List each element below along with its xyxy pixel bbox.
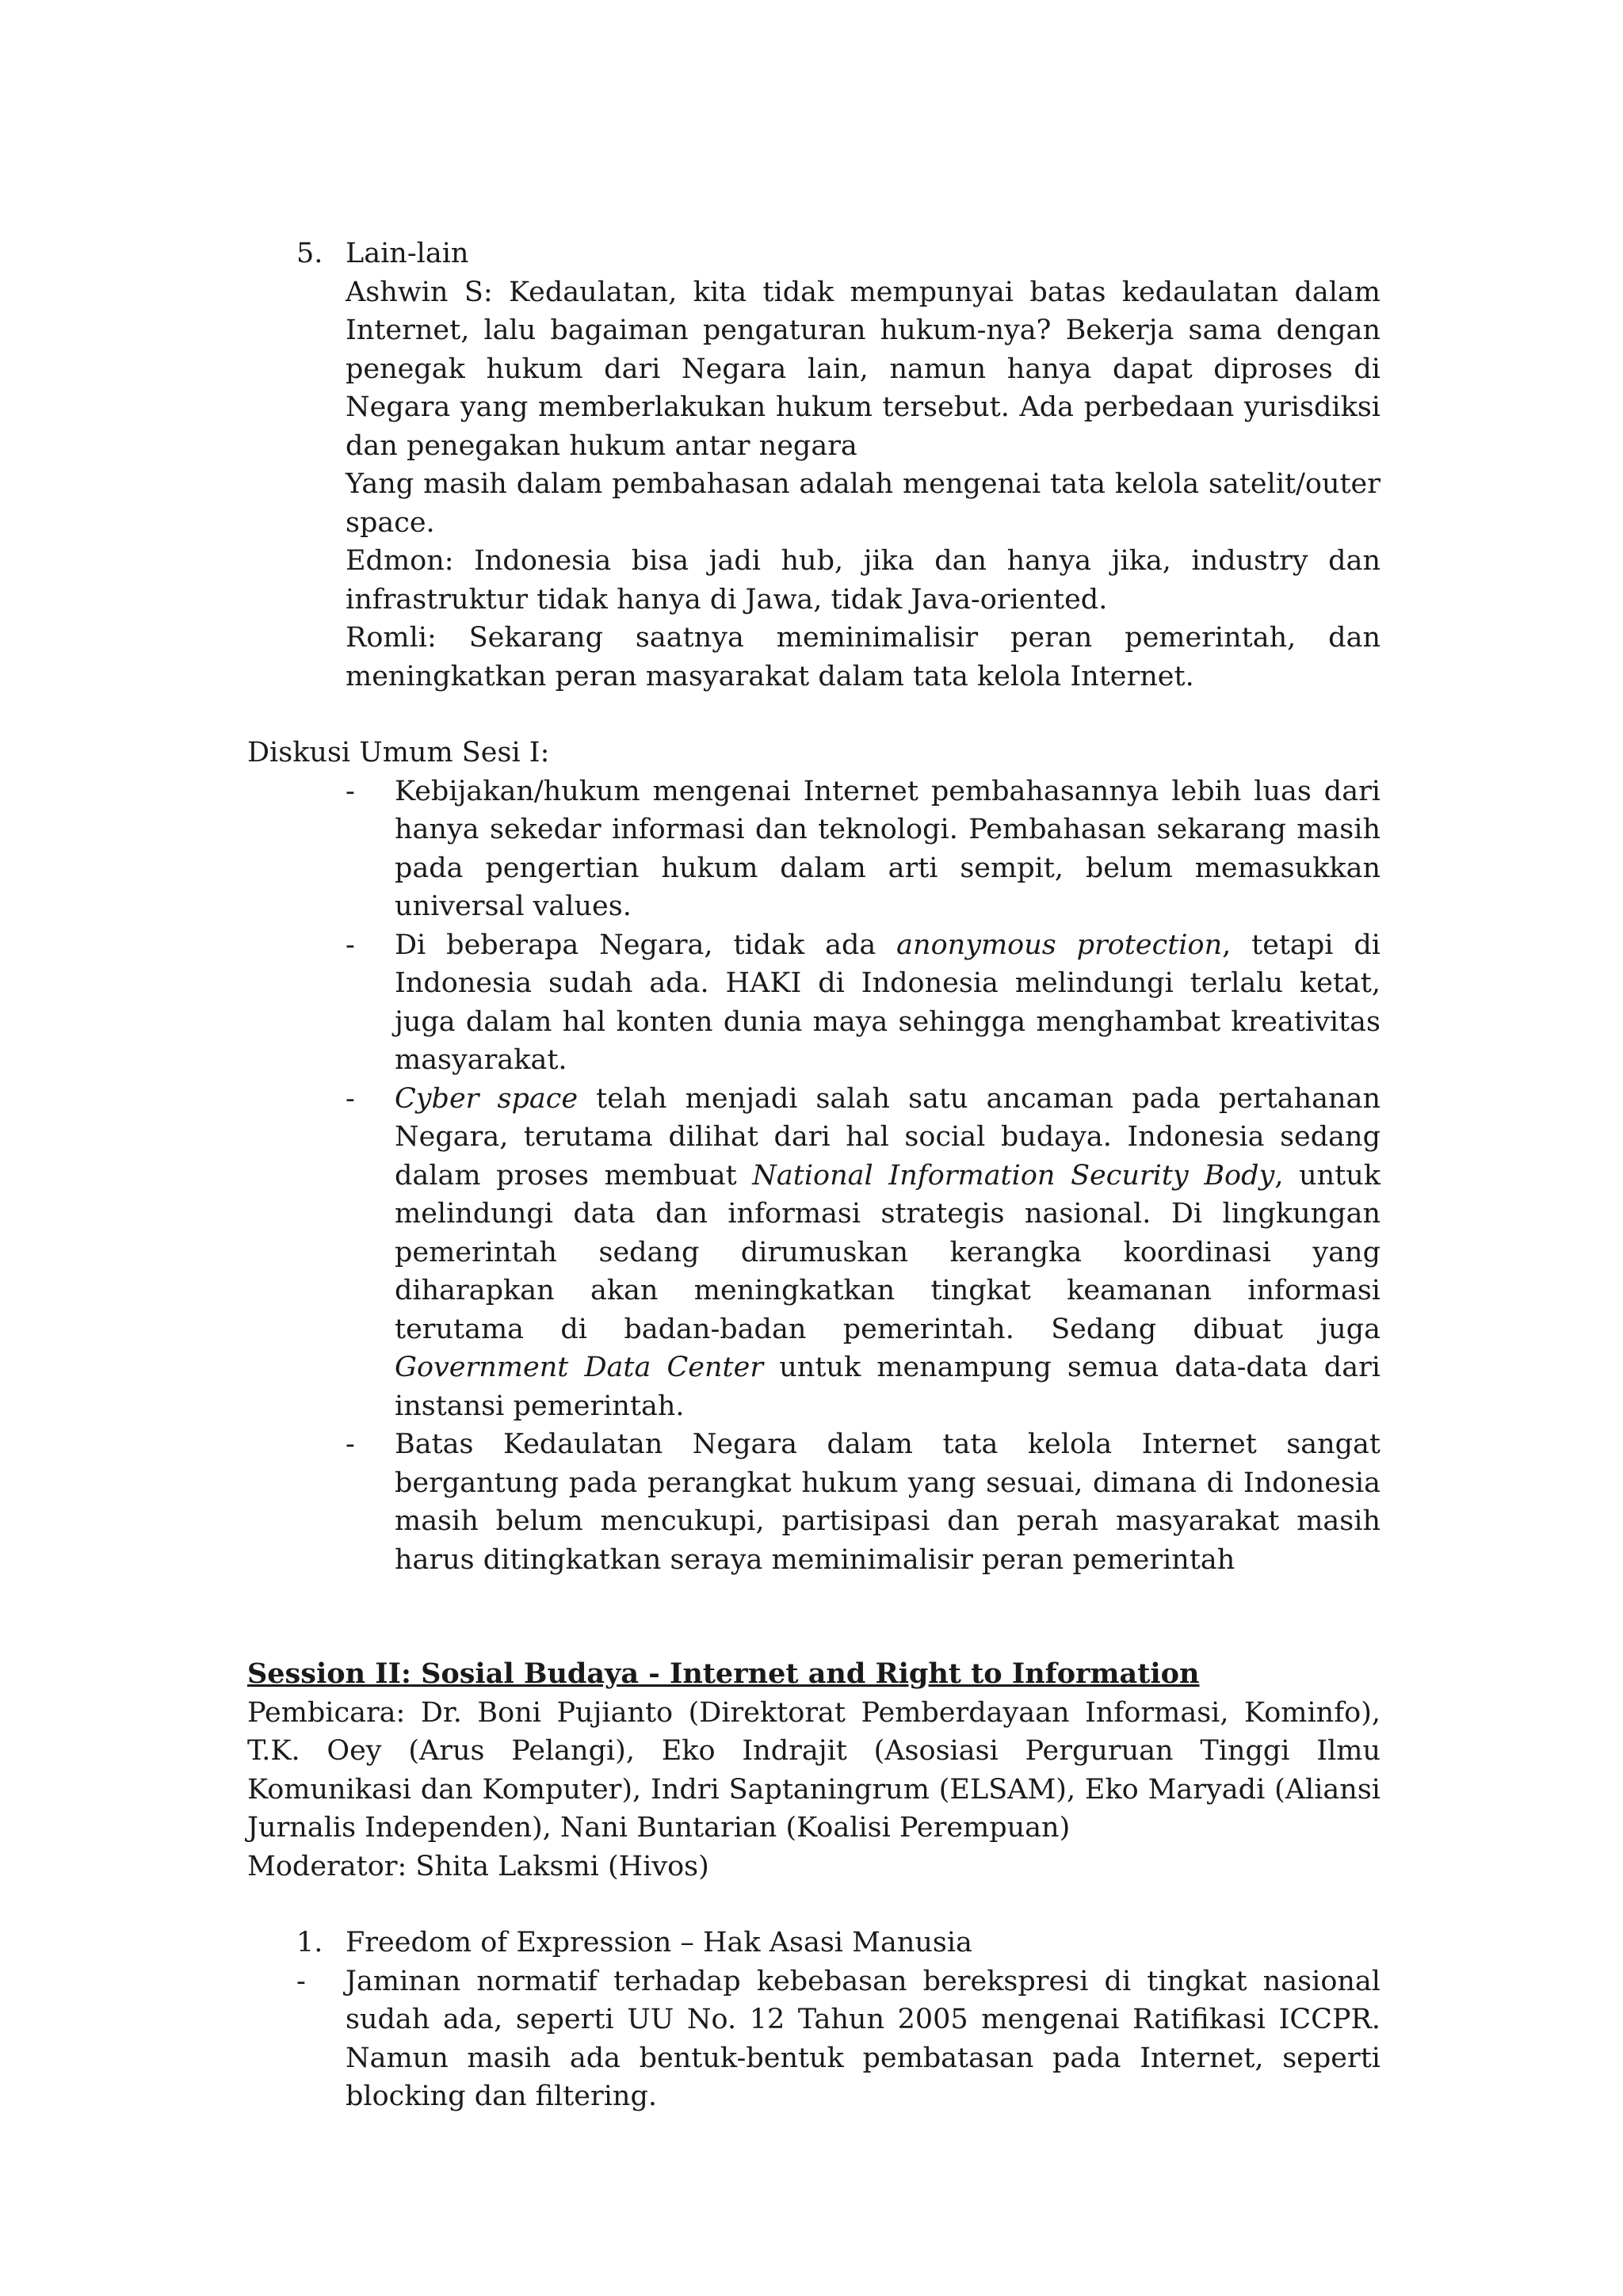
italic-term: National Information Security Body: [752, 1159, 1275, 1192]
discussion-item-text: [395, 1080, 1381, 1426]
list-item-freedom-of-expression: [247, 1924, 1381, 1962]
paragraph-edmon: Edmon: Indonesia bisa jadi hub, jika dan hanya jika, industry dan infrastruktur tidak hanya di Jawa, tidak Java-oriented.: [346, 545, 1381, 616]
dash-bullet: -: [346, 1428, 355, 1460]
paragraph-ashwin: Ashwin S: Kedaulatan, kita tidak mempunyai batas kedaulatan dalam Internet, lalu bagaiman pengaturan hukum-nya? Bekerja sama dengan penegak hukum dari Negara lain, namun hanya dapat diproses di Negara yang memberlakukan hukum tersebut. Ada perbedaan yurisdiksi dan penegakan hukum antar negara: [346, 276, 1381, 462]
italic-term: anonymous protection: [896, 929, 1223, 961]
italic-term: Cyber space: [395, 1082, 579, 1115]
paragraph-satelit: Yang masih dalam pembahasan adalah mengenai tata kelola satelit/outer space.: [346, 468, 1381, 539]
list-item: [247, 772, 1381, 926]
text-run: untuk menampung semua data-data dari instansi pemerintah.: [395, 1352, 1381, 1422]
spacer: [247, 696, 1381, 734]
text-run: , tetapi di Indonesia sudah ada. HAKI di Indonesia melindungi terlalu ketat, juga dalam hal konten dunia maya sehingga menghambat kreativitas masyarakat.: [395, 929, 1381, 1076]
list-number: 5.: [296, 238, 323, 269]
spacer: [247, 1886, 1381, 1924]
text-run: , untuk melindungi data dan informasi strategis nasional. Di lingkungan pemerintah sedang dirumuskan kerangka koordinasi yang diharapkan akan meningkatkan tingkat keamanan informasi terutama di badan-badan pemerintah. Sedang dibuat juga: [395, 1159, 1381, 1345]
moderator-line: Moderator: Shita Laksmi (Hivos): [247, 1850, 709, 1882]
discussion-item-text: Batas Kedaulatan Negara dalam tata kelola Internet sangat bergantung pada perangkat hukum yang sesuai, dimana di Indonesia masih belum mencukupi, partisipasi dan perah masyarakat masih harus ditingkatkan seraya meminimalisir peran pemerintah: [395, 1428, 1381, 1576]
list-item-label: Freedom of Expression – Hak Asasi Manusia: [346, 1927, 972, 1958]
dash-bullet: -: [346, 1082, 355, 1115]
discussion-item-text: Kebijakan/hukum mengenai Internet pembahasannya lebih luas dari hanya sekedar informasi dan teknologi. Pembahasan sekarang masih pada pengertian hukum dalam arti sempit, belum memasukkan universal values.: [395, 775, 1381, 922]
list-item: [247, 1080, 1381, 1426]
discussion-list: [247, 772, 1381, 1580]
discussion-heading: Diskusi Umum Sesi I:: [247, 737, 550, 769]
dash-bullet: -: [346, 775, 355, 807]
list-item-lain-lain: [247, 235, 1381, 696]
session-bullet-text: Jaminan normatif terhadap kebebasan berekspresi di tingkat nasional sudah ada, seperti UU No. 12 Tahun 2005 mengenai Ratifikasi ICCPR. Namun masih ada bentuk-bentuk pembatasan pada Internet, seperti blocking dan filtering.: [346, 1965, 1381, 2112]
list-item-label: Lain-lain: [346, 238, 469, 269]
dash-bullet: -: [296, 1965, 306, 1997]
section-title: Session II: Sosial Budaya - Internet and Right to Information: [247, 1657, 1200, 1690]
text-run: telah menjadi salah satu ancaman pada pertahanan Negara, terutama dilihat dari hal social budaya. Indonesia sedang dalam proses membuat: [395, 1082, 1381, 1192]
dash-bullet: -: [346, 929, 355, 961]
text-run: Di beberapa Negara, tidak ada: [395, 929, 897, 961]
list-item: [247, 1425, 1381, 1579]
page-content: [247, 235, 1381, 2116]
discussion-item-text: [395, 926, 1381, 1080]
italic-term: Government Data Center: [395, 1352, 764, 1383]
list-number: 1.: [296, 1927, 323, 1958]
list-item: [247, 926, 1381, 1080]
list-item: [247, 1962, 1381, 2116]
speakers-paragraph: Pembicara: Dr. Boni Pujianto (Direktorat Pemberdayaan Informasi, Kominfo), T.K. Oey (Arus Pelangi), Eko Indrajit (Asosiasi Perguruan Tinggi Ilmu Komunikasi dan Komputer), Indri Saptaningrum (ELSAM), Eko Maryadi (Aliansi Jurnalis Independen), Nani Buntarian (Koalisi Perempuan): [247, 1696, 1381, 1844]
paragraph-romli: Romli: Sekarang saatnya meminimalisir peran pemerintah, dan meningkatkan peran masyarakat dalam tata kelola Internet.: [346, 622, 1381, 692]
spacer: [247, 1579, 1381, 1655]
